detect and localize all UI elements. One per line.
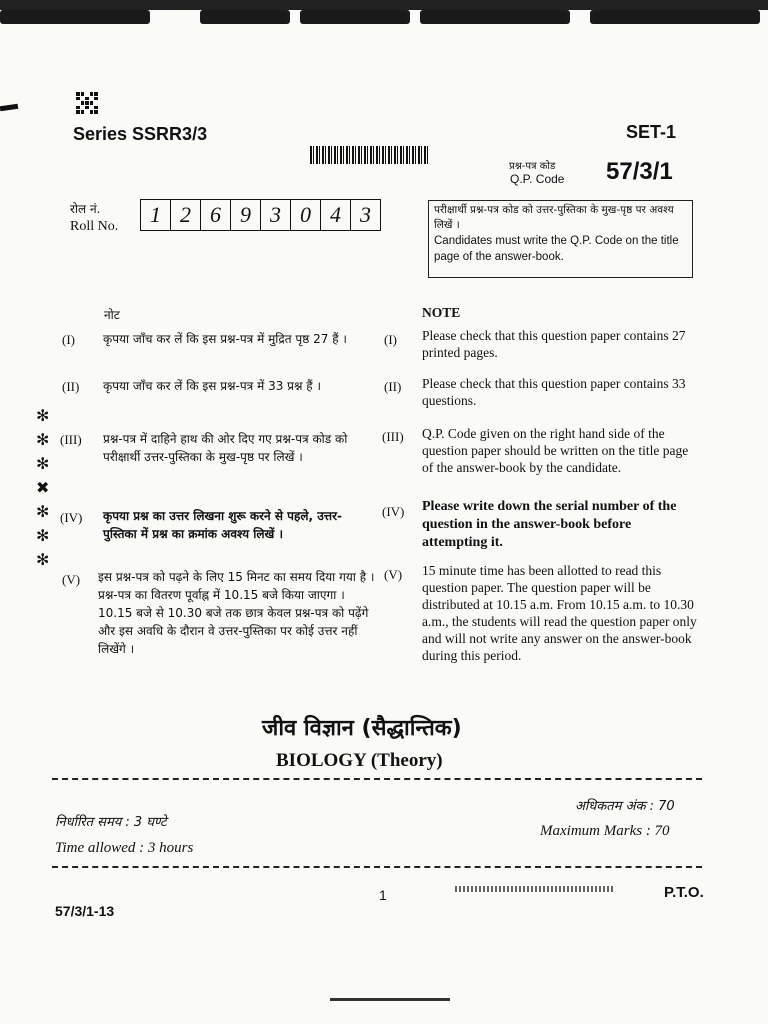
cross-ornament-icon: ✖ <box>36 478 50 497</box>
note-item: Q.P. Code given on the right hand side of the question paper should be written on the title page of the answer-book by the candidate. <box>422 426 689 475</box>
qp-code-value: 57/3/1 <box>606 158 673 185</box>
roll-digit: 3 <box>360 202 371 227</box>
roll-label: Roll No. <box>70 219 119 234</box>
note-heading-hindi: नोट <box>104 308 120 322</box>
qp-code-instruction-hindi: परीक्षार्थी प्रश्न-पत्र कोड को उत्तर-पुस्तिका के मुख-पृष्ठ पर अवश्य लिखें । <box>434 204 674 231</box>
divider-bottom <box>52 866 702 868</box>
star-ornament-icon: ✻ <box>36 406 50 425</box>
series-label: Series SSRR3/3 <box>73 124 208 144</box>
note-item-hindi: कृपया प्रश्न का उत्तर लिखना शुरू करने से पहले, उत्तर-पुस्तिका में प्रश्न का क्रमांक अवश्य लिखें । <box>103 509 342 541</box>
note-item-hindi: कृपया जाँच कर लें कि इस प्रश्न-पत्र में मुद्रित पृष्ठ 27 हैं । <box>103 332 347 346</box>
barcode <box>310 146 428 164</box>
star-ornament-icon: ✻ <box>36 502 50 521</box>
roll-digit: 4 <box>321 200 351 230</box>
qp-code-instruction-box <box>428 200 693 278</box>
note-item: Please check that this question paper contains 27 printed pages. <box>422 328 686 360</box>
max-marks: Maximum Marks : 70 <box>540 823 670 839</box>
note-number-hindi: (IV) <box>60 510 83 525</box>
note-number: (V) <box>384 567 403 582</box>
subject-title: BIOLOGY (Theory) <box>276 750 443 771</box>
scan-top-edge <box>0 0 768 40</box>
star-ornament-icon: ✻ <box>36 526 50 545</box>
star-ornament-icon: ✻ <box>36 454 50 473</box>
note-number: (IV) <box>382 504 405 519</box>
qp-code-label-hindi: प्रश्न-पत्र कोड <box>509 161 556 172</box>
roll-digit: 2 <box>171 200 201 230</box>
note-number: (III) <box>382 429 404 444</box>
note-number-hindi: (I) <box>62 332 75 347</box>
note-item-hindi: कृपया जाँच कर लें कि इस प्रश्न-पत्र में 33 प्रश्न हैं । <box>103 379 322 393</box>
note-heading: NOTE <box>422 305 461 320</box>
roll-number-boxes <box>140 199 381 231</box>
note-number: (I) <box>384 332 397 347</box>
note-number-hindi: (II) <box>62 379 80 394</box>
star-ornament-icon: ✻ <box>36 430 50 449</box>
set-label: SET-1 <box>626 122 677 142</box>
page-number: 1 <box>379 887 387 903</box>
max-marks-hindi: अधिकतम अंक : 70 <box>575 799 675 814</box>
note-item-hindi: इस प्रश्न-पत्र को पढ़ने के लिए 15 मिनट का समय दिया गया है । प्रश्न-पत्र का वितरण पूर्वाह्न में 10.15 बजे किया जाएगा । 10.15 बजे से 10.30 बजे तक छात्र केवल प्रश्न-पत्र को पढ़ेंगे और इस अवधि के दौरान वे उत्तर-पुस्तिका पर कोई उत्तर नहीं लिखेंगे । <box>98 570 375 656</box>
time-allowed-hindi: निर्धारित समय : 3 घण्टे <box>55 815 167 830</box>
note-item: Please write down the serial number of the question in the answer-book before attempting it. <box>422 499 677 550</box>
scan-bottom-edge <box>330 998 450 1001</box>
qr-code-icon <box>76 92 98 114</box>
star-ornament-icon: ✻ <box>36 550 50 569</box>
divider-top <box>52 778 702 780</box>
pto-label: P.T.O. <box>664 884 704 901</box>
wavy-rule <box>455 886 615 892</box>
qp-code-label: Q.P. Code <box>510 172 565 186</box>
roll-digit: 0 <box>291 200 321 230</box>
note-number-hindi: (III) <box>60 432 82 447</box>
note-number: (II) <box>384 379 402 394</box>
roll-digit: 6 <box>201 200 231 230</box>
time-allowed: Time allowed : 3 hours <box>55 840 194 856</box>
note-number-hindi: (V) <box>62 572 81 587</box>
qp-code-instruction: Candidates must write the Q.P. Code on the title page of the answer-book. <box>434 235 679 263</box>
roll-digit: 3 <box>261 200 291 230</box>
roll-digit: 1 <box>141 200 171 230</box>
roll-label-hindi: रोल नं. <box>70 202 101 216</box>
margin-mark <box>0 104 18 111</box>
roll-digit: 9 <box>231 200 261 230</box>
note-item: Please check that this question paper contains 33 questions. <box>422 376 686 408</box>
note-item: 15 minute time has been allotted to read this question paper. The question paper will be distributed at 10.15 a.m. From 10.15 a.m. to 10.30 a.m., the students will read the question paper only and will not write any answer on the answer-book during this period. <box>422 563 697 663</box>
note-item-hindi: प्रश्न-पत्र में दाहिने हाथ की ओर दिए गए प्रश्न-पत्र कोड को परीक्षार्थी उत्तर-पुस्तिका के मुख-पृष्ठ पर लिखें । <box>103 432 348 464</box>
footer-code: 57/3/1-13 <box>55 903 115 919</box>
subject-title-hindi: जीव विज्ञान (सैद्धान्तिक) <box>262 716 462 741</box>
